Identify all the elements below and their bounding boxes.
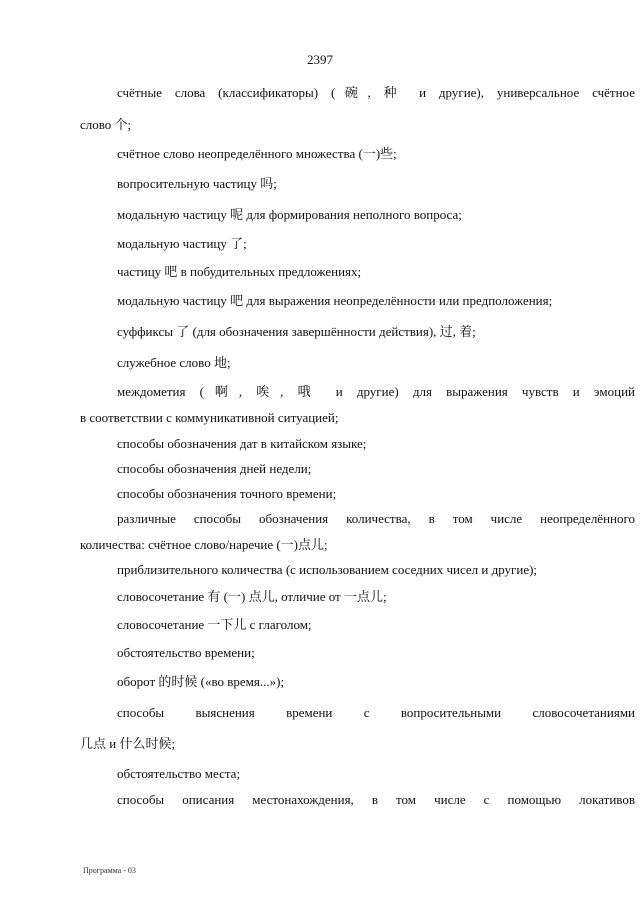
text-line: слово 个; — [80, 117, 132, 132]
text-line: обстоятельство времени; — [117, 645, 255, 660]
text-line: оборот 的时候 («во время...»); — [117, 674, 285, 689]
text-line: частицу 吧 в побудительных предложениях; — [117, 264, 362, 279]
text-line: модальную частицу 吧 для выражения неопределённости или предположения; — [117, 293, 553, 308]
footer-note: Программа - 03 — [83, 866, 136, 875]
text-line: количества: счётное слово/наречие (一)点儿; — [80, 537, 328, 552]
text-line: служебное слово 地; — [117, 355, 231, 370]
text-line: различные способы обозначения количества, в том числе неопределённого — [117, 511, 635, 526]
text-line: счётные слова (классификаторы) (碗, 种 и другие), универсальное счётное — [117, 85, 635, 100]
text-line: способы выяснения времени с вопросительными словосочетаниями — [117, 705, 635, 720]
text-line: приблизительного количества (с использованием соседних чисел и другие); — [117, 562, 538, 577]
text-line: словосочетание 有 (一) 点儿, отличие от 一点儿; — [117, 589, 387, 604]
text-line: способы обозначения дат в китайском языке; — [117, 436, 367, 451]
text-line: словосочетание 一下儿 с глаголом; — [117, 617, 312, 632]
text-line: способы обозначения точного времени; — [117, 486, 337, 501]
text-line: счётное слово неопределённого множества (一)些; — [117, 146, 397, 161]
text-line: междометия (啊, 唉, 哦 и другие) для выражения чувств и эмоций — [117, 384, 635, 399]
text-line: способы описания местонахождения, в том числе с помощью локативов — [117, 792, 635, 807]
text-line: обстоятельство места; — [117, 766, 241, 781]
text-line: суффиксы 了 (для обозначения завершённости действия), 过, 着; — [117, 324, 476, 339]
text-line: модальную частицу 呢 для формирования неполного вопроса; — [117, 207, 462, 222]
text-line: 几点 и 什么时候; — [80, 736, 176, 751]
text-line: модальную частицу 了; — [117, 236, 247, 251]
text-line: вопросительную частицу 吗; — [117, 176, 277, 191]
text-line: способы обозначения дней недели; — [117, 461, 312, 476]
page-number: 2397 — [307, 52, 333, 67]
text-line: в соответствии с коммуникативной ситуацией; — [80, 410, 339, 425]
